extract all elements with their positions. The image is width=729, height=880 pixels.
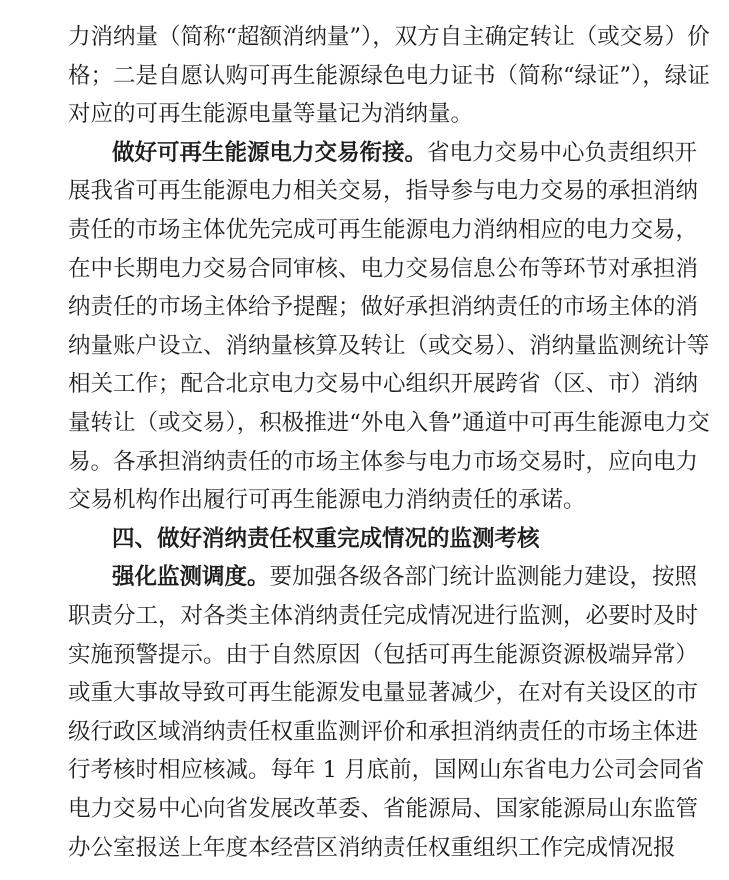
text-line: 展我省可再生能源电力相关交易，指导参与电力交易的承担消纳: [68, 178, 699, 205]
text-line: 易。各承担消纳责任的市场主体参与电力市场交易时，应向电力: [68, 448, 699, 475]
text-line: 对应的可再生能源电量等量记为消纳量。: [68, 101, 474, 128]
text-line: 格；二是自愿认购可再生能源绿色电力证书（简称“绿证”），绿证: [68, 62, 710, 89]
paragraph-text: 要加强各级各部门统计监测能力建设，按照: [269, 564, 698, 591]
text-line: 纳量账户设立、消纳量核算及转让（或交易）、消纳量监测统计等: [68, 332, 710, 359]
text-line: 行考核时相应核减。每年 1 月底前，国网山东省电力公司会同省: [68, 757, 705, 784]
text-line: 力消纳量（简称“超额消纳量”），双方自主确定转让（或交易）价: [68, 24, 710, 50]
paragraph-first-line: [112, 134, 698, 172]
text-line: 在中长期电力交易合同审核、电力交易信息公布等环节对承担消: [68, 255, 699, 282]
text-line: 职责分工，对各类主体消纳责任完成情况进行监测，必要时及时: [68, 603, 699, 629]
text-line: 级行政区域消纳责任权重监测评价和承担消纳责任的市场主体进: [68, 718, 699, 745]
paragraph-lead-text: 做好可再生能源电力交易衔接。: [112, 139, 428, 166]
text-line: 办公室报送上年度本经营区消纳责任权重组织工作完成情况报: [68, 834, 676, 861]
text-line: 或重大事故导致可再生能源发电量显著减少，在对有关设区的市: [68, 680, 699, 707]
text-line: 实施预警提示。由于自然原因（包括可再生能源资源极端异常）: [68, 641, 699, 668]
text-line: 电力交易中心向省发展改革委、省能源局、国家能源局山东监管: [68, 796, 699, 822]
paragraph-text: 省电力交易中心负责组织开: [427, 139, 698, 166]
text-line: 责任的市场主体优先完成可再生能源电力消纳相应的电力交易，: [68, 217, 699, 243]
text-line: 交易机构作出履行可再生能源电力消纳责任的承诺。: [68, 487, 586, 514]
text-line: 量转让（或交易），积极推进“外电入鲁”通道中可再生能源电力交: [68, 410, 710, 436]
paragraph-first-line: [112, 558, 698, 596]
text-line: 相关工作；配合北京电力交易中心组织开展跨省（区、市）消纳: [68, 371, 699, 398]
section-heading: 四、做好消纳责任权重完成情况的监测考核: [112, 525, 540, 552]
text-line: 纳责任的市场主体给予提醒；做好承担消纳责任的市场主体的消: [68, 294, 699, 321]
paragraph-lead-text: 强化监测调度。: [112, 564, 270, 591]
